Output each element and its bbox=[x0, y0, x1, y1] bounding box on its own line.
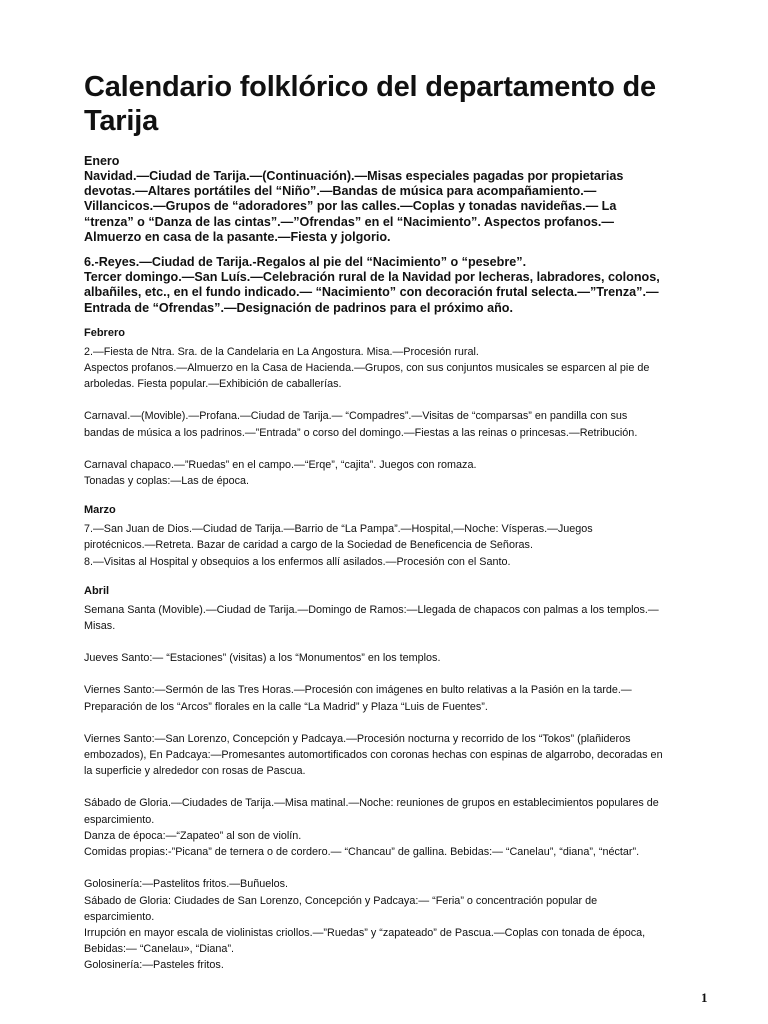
text-line: Comidas propias:-”Picana” de ternera o de cordero.— “Chancau” de gallina. Bebidas:— “Canelau”, “diana”, “néctar”. bbox=[84, 846, 640, 859]
paragraph bbox=[84, 876, 710, 973]
text-line: Preparación de los “Arcos” florales en la calle “La Madrid” y Plaza “Luis de Fuentes”. bbox=[84, 700, 488, 713]
section-abril bbox=[84, 584, 710, 974]
paragraph bbox=[84, 344, 710, 393]
text-line: Almuerzo en casa de la pasante.—Fiesta y jolgorio. bbox=[84, 229, 391, 244]
paragraph bbox=[84, 650, 710, 666]
text-line: esparcimiento. bbox=[84, 813, 155, 826]
text-line: Misas. bbox=[84, 620, 116, 633]
document-body bbox=[84, 70, 710, 974]
text-line: 6.-Reyes.—Ciudad de Tarija.-Regalos al pie del “Nacimiento” o “pesebre”. bbox=[84, 255, 527, 270]
text-line: Navidad.—Ciudad de Tarija.—(Continuación).—Misas especiales pagadas por propietarias bbox=[84, 169, 624, 183]
paragraph bbox=[84, 408, 710, 440]
month-heading-enero: Enero bbox=[84, 154, 120, 168]
paragraph-reyes bbox=[84, 255, 710, 316]
paragraph bbox=[84, 731, 710, 780]
text-line: Golosinería:—Pasteles fritos. bbox=[84, 959, 224, 972]
text-line: 7.—San Juan de Dios.—Ciudad de Tarija.—Barrio de “La Pampa”.—Hospital,—Noche: Vísperas.—Juegos bbox=[84, 523, 593, 536]
paragraph bbox=[84, 521, 710, 570]
text-line: Golosinería:—Pastelitos fritos.—Buñuelos. bbox=[84, 878, 289, 891]
text-line: Viernes Santo:—Sermón de las Tres Horas.—Procesión con imágenes en bulto relativas a la Pasión en la tarde.— bbox=[84, 684, 632, 697]
text-line: Semana Santa (Movible).—Ciudad de Tarija.—Domingo de Ramos:—Llegada de chapacos con palmas a los templos.— bbox=[84, 603, 659, 616]
text-line: “trenza” o “Danza de las cintas”.—”Ofrendas” en el “Nacimiento”. Aspectos profanos.— bbox=[84, 214, 614, 229]
text-line: embozados), En Padcaya:—Promesantes automortificados con coronas hechas con espinas de algarrobo, decoradas en bbox=[84, 749, 663, 762]
text-line: Sábado de Gloria.—Ciudades de Tarija.—Misa matinal.—Noche: reuniones de grupos en establecimientos populares de bbox=[84, 797, 659, 810]
text-line: Jueves Santo:— “Estaciones” (visitas) a los “Monumentos” en los templos. bbox=[84, 652, 441, 665]
text-line: Carnaval chapaco.—”Ruedas” en el campo.—“Erqe”, “cajita”. Juegos con romaza. bbox=[84, 458, 477, 471]
page-title bbox=[84, 70, 710, 138]
title-line: Calendario folklórico del departamento de bbox=[84, 71, 656, 103]
text-line: Carnaval.—(Movible).—Profana.—Ciudad de Tarija.— “Compadres”.—Visitas de “comparsas” en pandilla con sus bbox=[84, 410, 628, 423]
section-febrero bbox=[84, 326, 710, 489]
text-line: 2.—Fiesta de Ntra. Sra. de la Candelaria en La Angostura. Misa.—Procesión rural. bbox=[84, 345, 479, 358]
text-line: Sábado de Gloria: Ciudades de San Lorenzo, Concepción y Padcaya:— “Feria” o concentración popular de bbox=[84, 894, 598, 907]
text-line: bandas de música a los padrinos.—”Entrada” o corso del domingo.—Fiestas a las reinas o princesas.—Retribución. bbox=[84, 426, 638, 439]
text-line: devotas.—Altares portátiles del “Niño”.—Bandas de música para acompañamiento.— bbox=[84, 184, 597, 199]
page-number: 1 bbox=[701, 990, 708, 1005]
month-heading-marzo: Marzo bbox=[84, 504, 116, 517]
text-line: Aspectos profanos.—Almuerzo en la Casa de Hacienda.—Grupos, con sus conjuntos musicales se esparcen al pie de bbox=[84, 362, 650, 375]
paragraph bbox=[84, 682, 710, 714]
text-line: arboledas. Fiesta popular.—Exhibición de caballerías. bbox=[84, 378, 342, 391]
text-line: pirotécnicos.—Retreta. Bazar de caridad a cargo de la Sociedad de Beneficencia de Señoras. bbox=[84, 539, 533, 552]
text-line: Viernes Santo:—San Lorenzo, Concepción y Padcaya.—Procesión nocturna y recorrido de los “Tokos” (plañideros bbox=[84, 732, 631, 745]
text-line: esparcimiento. bbox=[84, 910, 155, 923]
section-marzo bbox=[84, 503, 710, 570]
text-line: albañiles, etc., en el fundo indicado.— “Nacimiento” con decoración frutal selecta.—”Trenza”.— bbox=[84, 285, 659, 300]
text-line: 8.—Visitas al Hospital y obsequios a los enfermos allí asilados.—Procesión con el Santo. bbox=[84, 555, 511, 568]
text-line: Villancicos.—Grupos de “adoradores” por las calles.—Coplas y tonadas navideñas.— La bbox=[84, 199, 617, 214]
title-line: Tarija bbox=[84, 105, 159, 137]
month-heading-abril: Abril bbox=[84, 584, 110, 597]
text-line: Bebidas:— “Canelau», “Diana”. bbox=[84, 943, 235, 956]
text-line: Entrada de “Ofrendas”.—Designación de padrinos para el próximo año. bbox=[84, 300, 513, 315]
text-line: Irrupción en mayor escala de violinistas criollos.—”Ruedas” y “zapateado” de Pascua.—Coplas con tonada de época, bbox=[84, 926, 646, 939]
text-line: Danza de época:—“Zapateo” al son de violín. bbox=[84, 829, 302, 842]
paragraph bbox=[84, 795, 710, 860]
paragraph-navidad bbox=[84, 169, 710, 245]
text-line: Tonadas y coplas:—Las de época. bbox=[84, 475, 250, 488]
paragraph bbox=[84, 457, 710, 489]
section-enero bbox=[84, 154, 710, 316]
text-line: la superficie y alrededor con rosas de Pascua. bbox=[84, 765, 306, 778]
paragraph bbox=[84, 602, 710, 634]
month-heading-febrero: Febrero bbox=[84, 326, 125, 339]
text-line: Tercer domingo.—San Luís.—Celebración rural de la Navidad por lecheras, labradores, colonos, bbox=[84, 270, 660, 285]
